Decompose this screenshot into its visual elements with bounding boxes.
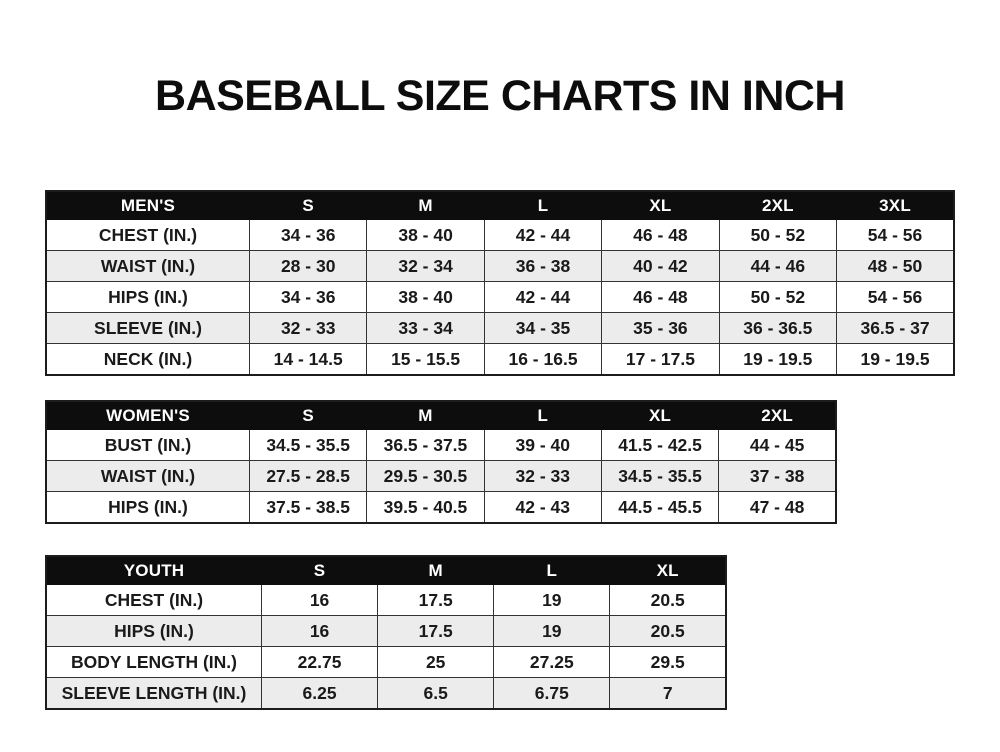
row-label: HIPS (IN.) — [46, 616, 262, 647]
size-value-cell: 42 - 44 — [484, 220, 601, 251]
size-value-cell: 46 - 48 — [602, 282, 719, 313]
size-value-cell: 36 - 36.5 — [719, 313, 836, 344]
size-value-cell: 27.5 - 28.5 — [250, 461, 367, 492]
size-value-cell: 44.5 - 45.5 — [601, 492, 718, 524]
womens-header-row — [46, 401, 836, 430]
size-value-cell: 40 - 42 — [602, 251, 719, 282]
size-value-cell: 29.5 - 30.5 — [367, 461, 484, 492]
row-label: BODY LENGTH (IN.) — [46, 647, 262, 678]
row-label: BUST (IN.) — [46, 430, 250, 461]
size-column-header: 3XL — [837, 191, 954, 220]
size-column-header: 2XL — [719, 401, 836, 430]
size-value-cell: 42 - 44 — [484, 282, 601, 313]
mens-header-row — [46, 191, 954, 220]
size-value-cell: 19 — [494, 616, 610, 647]
size-value-cell: 42 - 43 — [484, 492, 601, 524]
size-value-cell: 34 - 36 — [250, 220, 367, 251]
measurement-row — [46, 461, 836, 492]
size-column-header: L — [494, 556, 610, 585]
size-value-cell: 34 - 35 — [484, 313, 601, 344]
size-value-cell: 28 - 30 — [250, 251, 367, 282]
size-column-header: XL — [602, 191, 719, 220]
size-value-cell: 29.5 — [610, 647, 726, 678]
size-value-cell: 44 - 46 — [719, 251, 836, 282]
measurement-row — [46, 344, 954, 376]
size-value-cell: 37.5 - 38.5 — [250, 492, 367, 524]
size-value-cell: 50 - 52 — [719, 282, 836, 313]
size-value-cell: 25 — [378, 647, 494, 678]
size-value-cell: 22.75 — [262, 647, 378, 678]
size-column-header: 2XL — [719, 191, 836, 220]
size-value-cell: 36 - 38 — [484, 251, 601, 282]
size-column-header: S — [250, 191, 367, 220]
size-value-cell: 32 - 34 — [367, 251, 484, 282]
size-value-cell: 16 - 16.5 — [484, 344, 601, 376]
row-label: HIPS (IN.) — [46, 282, 250, 313]
measurement-row — [46, 313, 954, 344]
size-value-cell: 41.5 - 42.5 — [601, 430, 718, 461]
size-value-cell: 32 - 33 — [484, 461, 601, 492]
size-value-cell: 44 - 45 — [719, 430, 836, 461]
measurement-row — [46, 430, 836, 461]
size-column-header: M — [367, 401, 484, 430]
measurement-row — [46, 678, 726, 710]
row-label: WAIST (IN.) — [46, 461, 250, 492]
row-label: NECK (IN.) — [46, 344, 250, 376]
size-value-cell: 6.25 — [262, 678, 378, 710]
size-value-cell: 33 - 34 — [367, 313, 484, 344]
measurement-row — [46, 251, 954, 282]
size-value-cell: 17.5 — [378, 585, 494, 616]
size-value-cell: 17.5 — [378, 616, 494, 647]
measurement-row — [46, 492, 836, 524]
size-value-cell: 50 - 52 — [719, 220, 836, 251]
size-value-cell: 36.5 - 37.5 — [367, 430, 484, 461]
size-value-cell: 34 - 36 — [250, 282, 367, 313]
row-label: SLEEVE LENGTH (IN.) — [46, 678, 262, 710]
size-column-header: XL — [610, 556, 726, 585]
size-value-cell: 32 - 33 — [250, 313, 367, 344]
row-label: HIPS (IN.) — [46, 492, 250, 524]
size-value-cell: 16 — [262, 616, 378, 647]
size-value-cell: 19 — [494, 585, 610, 616]
size-value-cell: 39.5 - 40.5 — [367, 492, 484, 524]
size-value-cell: 20.5 — [610, 585, 726, 616]
size-value-cell: 19 - 19.5 — [837, 344, 954, 376]
size-value-cell: 27.25 — [494, 647, 610, 678]
mens-table-title-cell: MEN'S — [46, 191, 250, 220]
size-value-cell: 37 - 38 — [719, 461, 836, 492]
row-label: SLEEVE (IN.) — [46, 313, 250, 344]
size-column-header: S — [262, 556, 378, 585]
size-value-cell: 17 - 17.5 — [602, 344, 719, 376]
row-label: WAIST (IN.) — [46, 251, 250, 282]
size-column-header: M — [367, 191, 484, 220]
size-value-cell: 36.5 - 37 — [837, 313, 954, 344]
mens-size-table — [45, 190, 955, 376]
size-value-cell: 34.5 - 35.5 — [250, 430, 367, 461]
womens-table-title-cell: WOMEN'S — [46, 401, 250, 430]
size-value-cell: 6.5 — [378, 678, 494, 710]
womens-size-table — [45, 400, 837, 524]
size-value-cell: 14 - 14.5 — [250, 344, 367, 376]
size-value-cell: 38 - 40 — [367, 282, 484, 313]
size-value-cell: 46 - 48 — [602, 220, 719, 251]
youth-table-title-cell: YOUTH — [46, 556, 262, 585]
size-value-cell: 54 - 56 — [837, 220, 954, 251]
size-value-cell: 16 — [262, 585, 378, 616]
size-value-cell: 19 - 19.5 — [719, 344, 836, 376]
size-value-cell: 7 — [610, 678, 726, 710]
measurement-row — [46, 282, 954, 313]
youth-size-table — [45, 555, 727, 710]
measurement-row — [46, 647, 726, 678]
page-title: BASEBALL SIZE CHARTS IN INCH — [155, 72, 845, 120]
size-value-cell: 20.5 — [610, 616, 726, 647]
size-column-header: S — [250, 401, 367, 430]
row-label: CHEST (IN.) — [46, 585, 262, 616]
size-value-cell: 54 - 56 — [837, 282, 954, 313]
size-column-header: L — [484, 191, 601, 220]
size-value-cell: 38 - 40 — [367, 220, 484, 251]
size-value-cell: 35 - 36 — [602, 313, 719, 344]
row-label: CHEST (IN.) — [46, 220, 250, 251]
size-column-header: XL — [601, 401, 718, 430]
youth-header-row — [46, 556, 726, 585]
size-value-cell: 48 - 50 — [837, 251, 954, 282]
measurement-row — [46, 616, 726, 647]
size-column-header: M — [378, 556, 494, 585]
size-value-cell: 15 - 15.5 — [367, 344, 484, 376]
size-value-cell: 6.75 — [494, 678, 610, 710]
size-value-cell: 47 - 48 — [719, 492, 836, 524]
size-value-cell: 39 - 40 — [484, 430, 601, 461]
size-value-cell: 34.5 - 35.5 — [601, 461, 718, 492]
measurement-row — [46, 220, 954, 251]
measurement-row — [46, 585, 726, 616]
size-column-header: L — [484, 401, 601, 430]
